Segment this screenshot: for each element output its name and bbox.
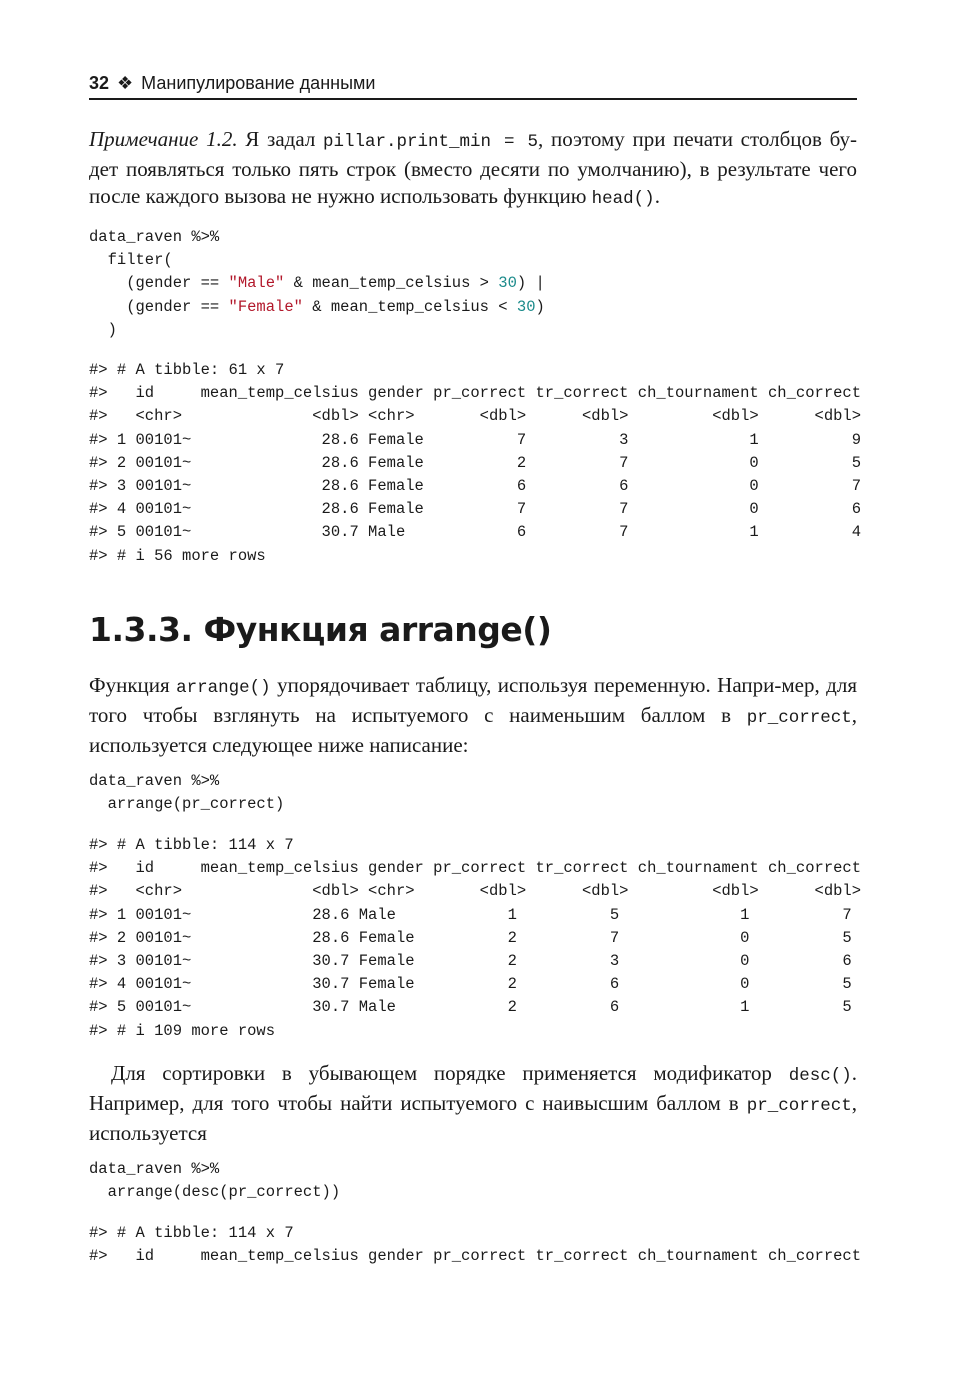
code-line: data_raven %>% (89, 772, 220, 790)
output-line: #> # A tibble: 61 x 7 (89, 361, 285, 379)
output-line: #> 1 00101~ 28.6 Female 7 3 1 9 (89, 430, 862, 449)
code-line: arrange(desc(pr_correct)) (89, 1183, 341, 1202)
output-line: #> 4 00101~ 28.6 Female 7 7 0 6 (89, 500, 862, 519)
output-block-arrange (89, 834, 862, 1043)
code-line: ) | (516, 274, 545, 293)
output-line: #> # A tibble: 114 x 7 (89, 1224, 294, 1242)
section-heading: 1.3.3. Функция arrange() (89, 610, 552, 649)
code-line: & mean_temp_celsius < (302, 297, 517, 316)
inline-code: desc() (788, 1066, 852, 1086)
output-line: #> 3 00101~ 30.7 Female 2 3 0 6 (89, 952, 852, 971)
output-line: #> 4 00101~ 30.7 Female 2 6 0 5 (89, 975, 852, 994)
output-line: #> 1 00101~ 28.6 Male 1 5 1 7 (89, 905, 852, 924)
body-text: Функция (89, 673, 177, 697)
desc-paragraph (89, 1060, 857, 1147)
output-block-desc (89, 1222, 862, 1268)
output-line: #> 2 00101~ 28.6 Female 2 7 0 5 (89, 453, 862, 472)
body-text: упорядочивает таблицу, используя переменную. Напри-мер, для того чтобы взглянуть на испытуемого с наименьшим баллом в (89, 673, 857, 727)
output-line: #> 5 00101~ 30.7 Male 2 6 1 5 (89, 998, 852, 1017)
page-number: 32 (89, 73, 110, 93)
code-block-arrange (89, 770, 857, 816)
code-line: (gender == (89, 274, 229, 293)
string-literal: "Male" (228, 274, 285, 293)
numeric-literal: 30 (498, 274, 517, 293)
output-line: #> 5 00101~ 30.7 Male 6 7 1 4 (89, 523, 862, 542)
inline-code: head() (591, 189, 655, 209)
string-literal: "Female" (228, 297, 303, 316)
output-line: #> id mean_temp_celsius gender pr_correct tr_correct ch_tournament ch_correct (89, 1247, 862, 1266)
code-line: data_raven %>% (89, 228, 220, 246)
code-block-desc (89, 1158, 857, 1204)
code-line: arrange(pr_correct) (89, 795, 285, 814)
code-line: (gender == (89, 297, 229, 316)
code-line: filter( (89, 251, 173, 270)
note-label: Примечание 1.2. (89, 127, 238, 151)
numeric-literal: 30 (516, 297, 536, 316)
ornament-icon: ❖ (117, 73, 134, 93)
note-paragraph (89, 126, 857, 213)
body-text: , используется следующее ниже написание: (89, 703, 857, 757)
output-line: #> # i 56 more rows (89, 546, 266, 565)
arrange-paragraph (89, 672, 857, 759)
code-line: ) (89, 320, 117, 339)
code-block-filter (89, 226, 857, 342)
output-line: #> # i 109 more rows (89, 1021, 276, 1040)
running-header (89, 70, 857, 100)
inline-code: arrange() (176, 678, 271, 698)
inline-code: pr_correct (746, 708, 852, 728)
note-text: . (654, 184, 660, 208)
output-line: #> 3 00101~ 28.6 Female 6 6 0 7 (89, 477, 862, 496)
output-line: #> id mean_temp_celsius gender pr_correct tr_correct ch_tournament ch_correct (89, 384, 862, 403)
output-block-filter (89, 359, 862, 568)
code-line: ) (535, 297, 545, 316)
output-line: #> id mean_temp_celsius gender pr_correct tr_correct ch_tournament ch_correct (89, 859, 862, 878)
inline-code: pr_correct (746, 1096, 852, 1116)
output-line: #> <chr> <dbl> <chr> <dbl> <dbl> <dbl> <dbl> (89, 882, 862, 901)
output-line: #> 2 00101~ 28.6 Female 2 7 0 5 (89, 928, 852, 947)
inline-code: pillar.print_min = 5 (323, 132, 538, 152)
note-text: , поэтому при печати столбцов бу-дет появляться только пять строк (вместо десяти по умолчанию), в результате чего после каждого вызова не нужно использовать функцию (89, 127, 858, 208)
body-text: , используется (89, 1091, 857, 1145)
output-line: #> <chr> <dbl> <chr> <dbl> <dbl> <dbl> <dbl> (89, 407, 862, 426)
chapter-title: Манипулирование данными (141, 73, 376, 93)
note-text: Я задал (237, 127, 324, 151)
body-text: Для сортировки в убывающем порядке применяется модификатор (111, 1061, 789, 1085)
body-text: . Например, для того чтобы найти испытуемого с наивысшим баллом в (89, 1061, 857, 1115)
code-line: & mean_temp_celsius > (284, 274, 499, 293)
output-line: #> # A tibble: 114 x 7 (89, 836, 294, 854)
code-line: data_raven %>% (89, 1160, 220, 1178)
